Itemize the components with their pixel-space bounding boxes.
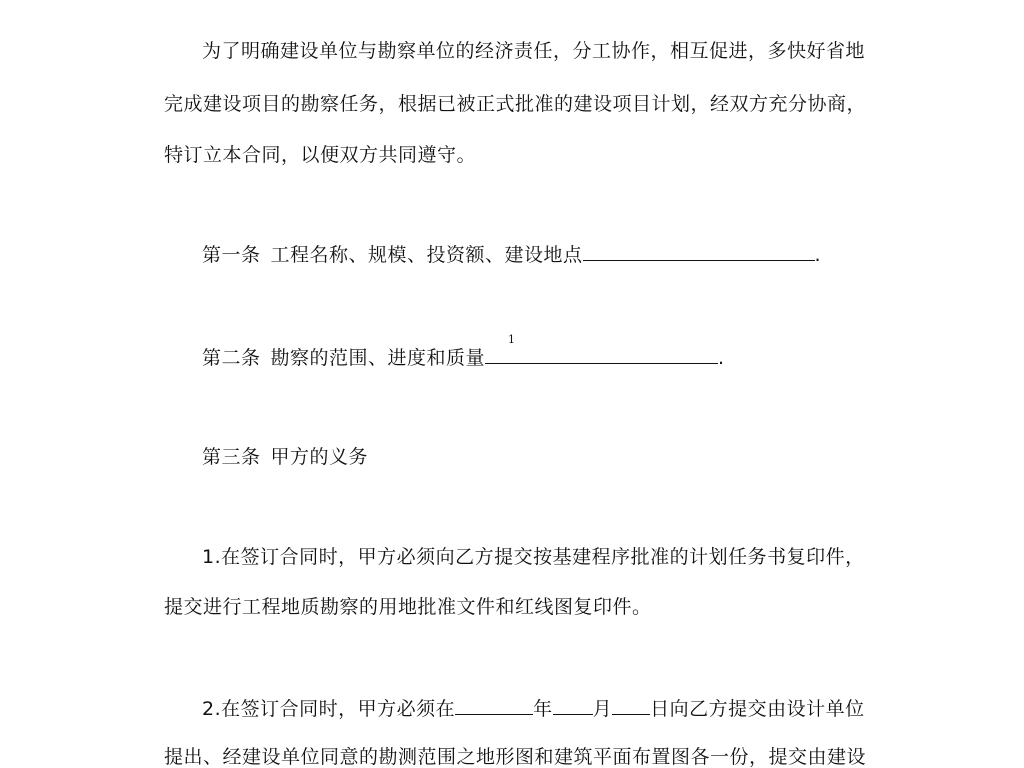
day-fill-blank [612, 698, 650, 715]
clause-2-start: 2.在签订合同时，甲方必须在 [202, 698, 456, 720]
clause-1-line-1: 1.在签订合同时，甲方必须向乙方提交按基建程序批准的计划任务书复印件， [202, 546, 865, 568]
clause-2-line-2: 提出、经建设单位同意的勘测范围之地形图和建筑平面布置图各一份，提交由建设 [164, 746, 867, 768]
year-fill-blank [455, 698, 533, 715]
article-2 [202, 347, 725, 368]
article-3-number: 第三条 [202, 446, 261, 468]
month-fill-blank [553, 698, 593, 715]
article-2-end: . [718, 347, 725, 369]
intro-paragraph-line-1: 为了明确建设单位与勘察单位的经济责任，分工协作，相互促进，多快好省地 [202, 40, 866, 62]
article-3 [202, 448, 368, 467]
intro-paragraph-line-2: 完成建设项目的勘察任务，根据已被正式批准的建设项目计划，经双方充分协商， [164, 93, 867, 115]
article-1-end: . [814, 244, 822, 266]
article-1-title: 工程名称、规模、投资额、建设地点 [270, 244, 583, 266]
intro-paragraph-line-3: 特订立本合同，以便双方共同遵守。 [164, 144, 477, 166]
month-label: 月 [592, 698, 613, 720]
year-label: 年 [533, 698, 553, 720]
article-1-number: 第一条 [202, 244, 261, 266]
day-text: 日向乙方提交由设计单位 [650, 698, 865, 720]
clause-2-line-1 [202, 698, 865, 719]
article-2-title: 勘察的范围、进度和质量 [270, 347, 486, 369]
article-1-fill-blank [583, 244, 815, 261]
article-2-number: 第二条 [202, 347, 261, 369]
article-3-title: 甲方的义务 [270, 446, 369, 468]
article-2-fill-blank [485, 347, 718, 364]
clause-1-line-2: 提交进行工程地质勘察的用地批准文件和红线图复印件。 [164, 596, 652, 618]
article-1 [202, 244, 821, 265]
footnote-marker: 1 [508, 333, 515, 346]
